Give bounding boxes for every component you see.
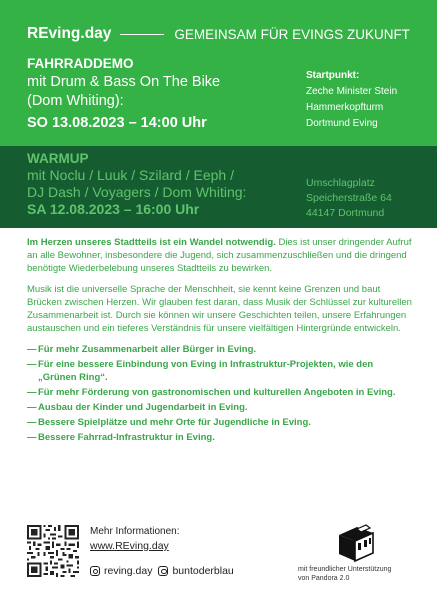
list-item-text: Für mehr Zusammenarbeit aller Bürger in Eving. <box>38 344 257 355</box>
handle-text: reving.day <box>104 565 153 577</box>
start-point <box>306 68 431 132</box>
demo-title: FAHRRADDEMO <box>27 56 134 71</box>
instagram-icon <box>158 566 168 576</box>
social-handles <box>90 565 240 577</box>
warmup-date: SA 12.08.2023 – 16:00 Uhr <box>27 201 200 217</box>
more-info-label: Mehr Informationen: <box>90 526 180 537</box>
intro-paragraph <box>27 236 412 275</box>
sponsor-line: von Pandora 2.0 <box>298 575 350 582</box>
instagram-handle-buntoderblau[interactable] <box>158 565 233 577</box>
warmup-block <box>27 150 297 218</box>
list-item-text: Für mehr Förderung von gastronomischen und kulturellen Angeboten in Eving. <box>38 387 396 398</box>
intro-text: Dies ist unser dringender Aufruf an alle Bewohner, insbesondere die Jugend, sich zusammenzuschließen und die dringend benötigte Wiederbelebung unseres Stadtteils zu bewirken. <box>27 237 412 274</box>
demo-line: mit Drum & Bass On The Bike <box>27 74 221 90</box>
brand-name: REving.day <box>27 25 112 42</box>
dash-bullet: — <box>27 359 37 370</box>
list-item <box>27 401 412 414</box>
body-text <box>27 236 412 446</box>
handle-text: buntoderblau <box>172 565 234 577</box>
list-item <box>27 386 412 399</box>
list-item-text: Für eine bessere Einbindung von Eving in Infrastruktur-Projekten, wie den „Grünen Ring“. <box>38 359 374 383</box>
warmup-address <box>306 176 431 221</box>
start-line: Zeche Minister Stein <box>306 86 398 97</box>
list-item-text: Bessere Fahrrad-Infrastruktur in Eving. <box>38 432 215 443</box>
list-item-text: Bessere Spielplätze und mehr Orte für Jugendliche in Eving. <box>38 417 311 428</box>
warmup-section <box>0 146 437 228</box>
list-item <box>27 431 412 444</box>
music-paragraph: Musik ist die universelle Sprache der Menschheit, sie kennt keine Grenzen und baut Brücken zwischen Herzen. Wir glauben fest daran, dass Musik der Schlüssel zur kulturellen Zusammenarbeit ist. Durch sie können wir unsere Geschichten teilen, unsere Erfahrungen austauschen und ein tieferes Verständnis für unsere vielfältigen Hintergründe entwickeln. <box>27 284 412 334</box>
brand-tagline: GEMEINSAM FÜR EVINGS ZUKUNFT <box>174 26 410 42</box>
start-line: Hammerkopfturm <box>306 102 384 113</box>
demo-line: (Dom Whiting): <box>27 93 124 109</box>
website-link[interactable]: www.REving.day <box>90 540 169 552</box>
warmup-title: WARMUP <box>27 151 89 166</box>
sponsor-text <box>298 565 418 583</box>
instagram-icon <box>90 566 100 576</box>
dash-bullet: — <box>27 402 37 413</box>
footer <box>27 521 417 591</box>
list-item-text: Ausbau der Kinder und Jugendarbeit in Eving. <box>38 402 248 413</box>
header-section <box>0 0 437 146</box>
start-line: Dortmund Eving <box>306 118 378 129</box>
qr-code[interactable] <box>27 525 79 577</box>
demo-date: SO 13.08.2023 – 14:00 Uhr <box>27 115 207 131</box>
brand-row <box>27 23 410 45</box>
warmup-line: mit Noclu / Luuk / Szilard / Eeph / <box>27 167 234 183</box>
dash-bullet: — <box>27 432 37 443</box>
sponsor-line: mit freundlicher Unterstützung <box>298 566 392 573</box>
more-info <box>90 525 180 553</box>
address-line: Umschlagplatz <box>306 177 375 189</box>
address-line: 44147 Dortmund <box>306 207 385 219</box>
demo-block <box>27 54 292 133</box>
demands-list <box>27 343 412 444</box>
address-line: Speicherstraße 64 <box>306 192 392 204</box>
qr-code-icon <box>27 525 79 577</box>
list-item <box>27 416 412 429</box>
dash-bullet: — <box>27 344 37 355</box>
dash-bullet: — <box>27 417 37 428</box>
list-item <box>27 343 412 356</box>
list-item <box>27 358 412 384</box>
intro-strong: Im Herzen unseres Stadtteils ist ein Wandel notwendig. <box>27 237 276 248</box>
dash-bullet: — <box>27 387 37 398</box>
pandora-logo-icon <box>336 523 376 563</box>
brand-divider <box>120 34 164 35</box>
start-label: Startpunkt: <box>306 70 360 81</box>
warmup-line: DJ Dash / Voyagers / Dom Whiting: <box>27 184 247 200</box>
instagram-handle-reving[interactable] <box>90 565 152 577</box>
